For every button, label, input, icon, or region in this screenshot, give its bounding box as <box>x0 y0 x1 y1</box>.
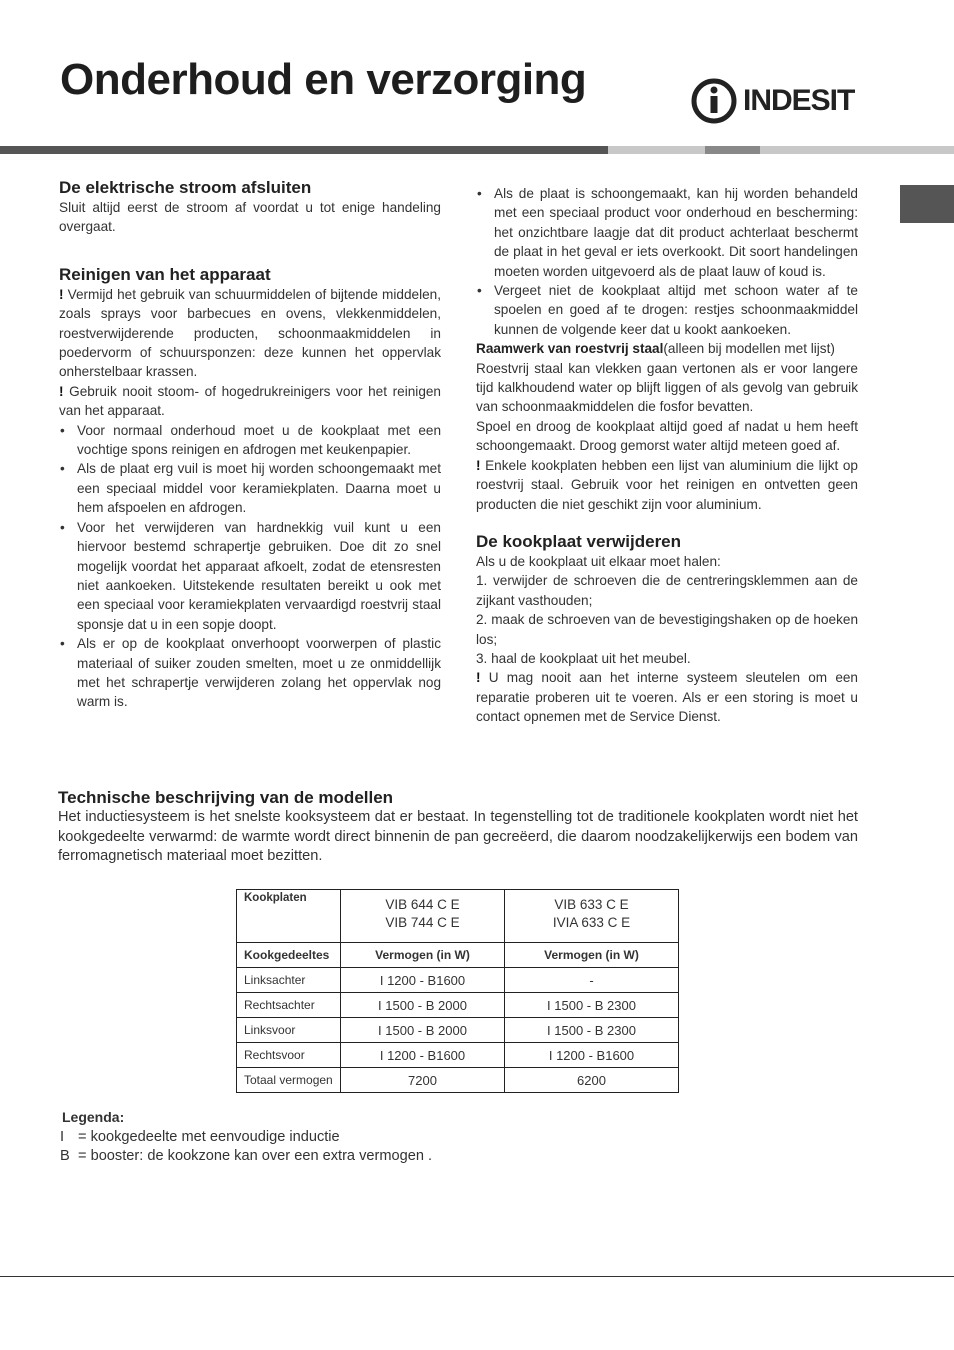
frame-text-1: Roestvrij staal kan vlekken gaan vertonen als er voor langere tijd kalkhoudend water op blijft liggen of als gevolg van gebruik van schoonmaakmiddelen die fosfor bevatten. <box>476 360 858 415</box>
remove-warning <box>476 668 858 726</box>
table-cell: I 1500 - B 2000 <box>341 1018 505 1043</box>
table-cell: I 1500 - B 2300 <box>505 993 679 1018</box>
table-row-label: Rechtsachter <box>237 993 341 1018</box>
remove-intro: Als u de kookplaat uit elkaar moet halen: <box>476 553 721 569</box>
model-name: IVIA 633 C E <box>552 915 631 930</box>
legend-key: B <box>60 1148 70 1164</box>
model-name: VIB 633 C E <box>554 897 629 912</box>
warning-icon: ! <box>476 670 481 686</box>
header-bar-light-end <box>760 146 954 154</box>
header-bar-dark <box>0 146 608 154</box>
cleaning-warning-2 <box>59 382 441 421</box>
table-cell: I 1200 - B1600 <box>341 1043 505 1068</box>
table-cell: I 1500 - B 2300 <box>505 1018 679 1043</box>
legend-title: Legenda: <box>62 1109 125 1125</box>
remove-warning-text: U mag nooit aan het interne systeem sleutelen om een reparatie proberen uit te voeren. Als er een storing is moet u contact opnemen met de Service Dienst. <box>476 670 858 725</box>
header-bar-light <box>608 146 705 154</box>
table-row-label: Totaal vermogen <box>237 1068 341 1093</box>
indesit-i-icon <box>690 76 740 126</box>
legend <box>60 1108 432 1167</box>
footer-divider <box>0 1276 954 1277</box>
frame-heading <box>476 339 858 358</box>
header-bar-mid <box>705 146 760 154</box>
table-subheader-row <box>237 943 679 968</box>
frame-warning-text: Enkele kookplaten hebben een lijst van aluminium die lijkt op roestvrij staal. Gebruik voor het reinigen en ontvetten geen producten die niet geschikt zijn voor aluminium. <box>476 457 858 512</box>
table-header-label: Kookplaten <box>237 890 341 943</box>
warning-icon: ! <box>476 457 481 473</box>
legend-item <box>60 1147 432 1167</box>
section-tab <box>900 185 954 223</box>
table-header-models-1 <box>341 890 505 943</box>
list-item: • Vergeet niet de kookplaat altijd met schoon water af te spoelen en goed af te drogen: restjes schoonmaakmiddel kunnen de volgende keer dat u kookt aankoeken. <box>476 281 858 339</box>
model-name: VIB 644 C E <box>385 897 460 912</box>
section-title-power-off: De elektrische stroom afsluiten <box>59 178 312 197</box>
remove-step-2: 2. maak de schroeven van de bevestigingshaken op de hoeken los; <box>476 612 858 647</box>
list-item: • Als er op de kookplaat onverhoopt voorwerpen of plastic materiaal of suiker zouden smelten, moet u ze onmiddellijk met het schrapertje verwijderen zolang het oppervlak nog warm is. <box>59 634 441 712</box>
table-cell: 7200 <box>341 1068 505 1093</box>
model-name: VIB 744 C E <box>385 915 460 930</box>
brand-logo <box>690 76 870 126</box>
table-row <box>237 1018 679 1043</box>
list-item: • Voor het verwijderen van hardnekkig vuil kunt u een hiervoor bestemd schrapertje gebruiken. Doe dit zo snel mogelijk voordat het apparaat afkoelt, zodat de etensresten niet aankoeken. Uitstekende resultaten bereikt u ook met een speciaal voor keramiekplaten vervaardigd roestvrij staal sponsje dat u in een sopje doopt. <box>59 518 441 634</box>
table-cell: I 1500 - B 2000 <box>341 993 505 1018</box>
legend-text: = booster: de kookzone kan over een extra vermogen . <box>78 1148 433 1164</box>
table-row-total <box>237 1068 679 1093</box>
table-cell: I 1200 - B1600 <box>505 1043 679 1068</box>
power-table <box>236 889 679 1093</box>
legend-item <box>60 1128 432 1148</box>
table-row-label: Linksachter <box>237 968 341 993</box>
table-cell: I 1200 - B1600 <box>341 968 505 993</box>
legend-text: = kookgedeelte met eenvoudige inductie <box>78 1128 340 1145</box>
right-column <box>476 184 858 727</box>
care-list <box>476 184 858 339</box>
cleaning-warning-1 <box>59 285 441 382</box>
cleaning-warning-2-text: Gebruik nooit stoom- of hogedrukreinigers voor het reinigen van het apparaat. <box>59 383 441 419</box>
page-title: Onderhoud en verzorging <box>60 55 587 104</box>
table-header-row <box>237 890 679 943</box>
table-header-models-2 <box>505 890 679 943</box>
table-subheader-label: Kookgedeeltes <box>237 943 341 968</box>
table-row <box>237 968 679 993</box>
section-title-cleaning: Reinigen van het apparaat <box>59 264 271 284</box>
list-item: • Voor normaal onderhoud moet u de kookplaat met een vochtige spons reinigen en afdrogen met keukenpapier. <box>59 421 441 460</box>
cleaning-warning-1-text: Vermijd het gebruik van schuurmiddelen of bijtende middelen, zoals sprays voor barbecues en ovens, vlekkenmiddelen, roestverwijderende producten, schoonmaakmiddelen in poedervorm of schuursponzen: deze kunnen het oppervlak onherstelbaar krassen. <box>59 286 441 380</box>
table-row-label: Rechtsvoor <box>237 1043 341 1068</box>
list-item: • Als de plaat erg vuil is moet hij worden schoongemaakt met een speciaal middel voor keramiekplaten. Daarna moet u hem afspoelen en afdrogen. <box>59 459 441 517</box>
remove-step-3: 3. haal de kookplaat uit het meubel. <box>476 650 691 666</box>
remove-step-1: 1. verwijder de schroeven die de centreringsklemmen aan de zijkant vasthouden; <box>476 573 858 608</box>
table-subheader-col-2: Vermogen (in W) <box>505 943 679 968</box>
technical-text: Het inductiesysteem is het snelste kooksysteem dat er bestaat. In tegenstelling tot de traditionele kookplaten wordt niet het kookgedeelte verwarmd: de warmte wordt direct binnenin de pan gecreëerd, die daarom noodzakelijkerwijs een bodem van ferromagnetisch materiaal moet bezitten. <box>58 809 858 865</box>
section-title-remove: De kookplaat verwijderen <box>476 531 682 551</box>
warning-icon: ! <box>59 383 64 399</box>
frame-heading-bold: Raamwerk van roestvrij staal <box>476 341 664 357</box>
brand-name: INDESIT <box>743 84 855 117</box>
legend-key: I <box>60 1128 65 1145</box>
warning-icon: ! <box>59 286 64 302</box>
list-item: • Als de plaat is schoongemaakt, kan hij worden behandeld met een speciaal product voor onderhoud en bescherming: het onzichtbare laagje dat dit product achterlaat beschermt de plaat in het geval er iets overkookt. Dit soort handelingen moeten worden uitgevoerd als de plaat lauw of koud is. <box>476 184 858 281</box>
left-column <box>59 178 441 712</box>
frame-text-2: Spoel en droog de kookplaat altijd goed af nadat u hem heeft schoongemaakt. Droog gemorst water altijd meteen goed af. <box>476 418 858 454</box>
technical-section <box>58 788 858 867</box>
table-cell: - <box>505 968 679 993</box>
power-off-text: Sluit altijd eerst de stroom af voordat u tot enige handeling overgaat. <box>59 200 441 235</box>
frame-heading-note: (alleen bij modellen met lijst) <box>663 341 835 357</box>
table-row <box>237 993 679 1018</box>
frame-warning <box>476 456 858 514</box>
table-subheader-col-1: Vermogen (in W) <box>341 943 505 968</box>
section-title-technical: Technische beschrijving van de modellen <box>58 788 394 807</box>
cleaning-list <box>59 421 441 712</box>
table-row <box>237 1043 679 1068</box>
table-row-label: Linksvoor <box>237 1018 341 1043</box>
table-cell: 6200 <box>505 1068 679 1093</box>
